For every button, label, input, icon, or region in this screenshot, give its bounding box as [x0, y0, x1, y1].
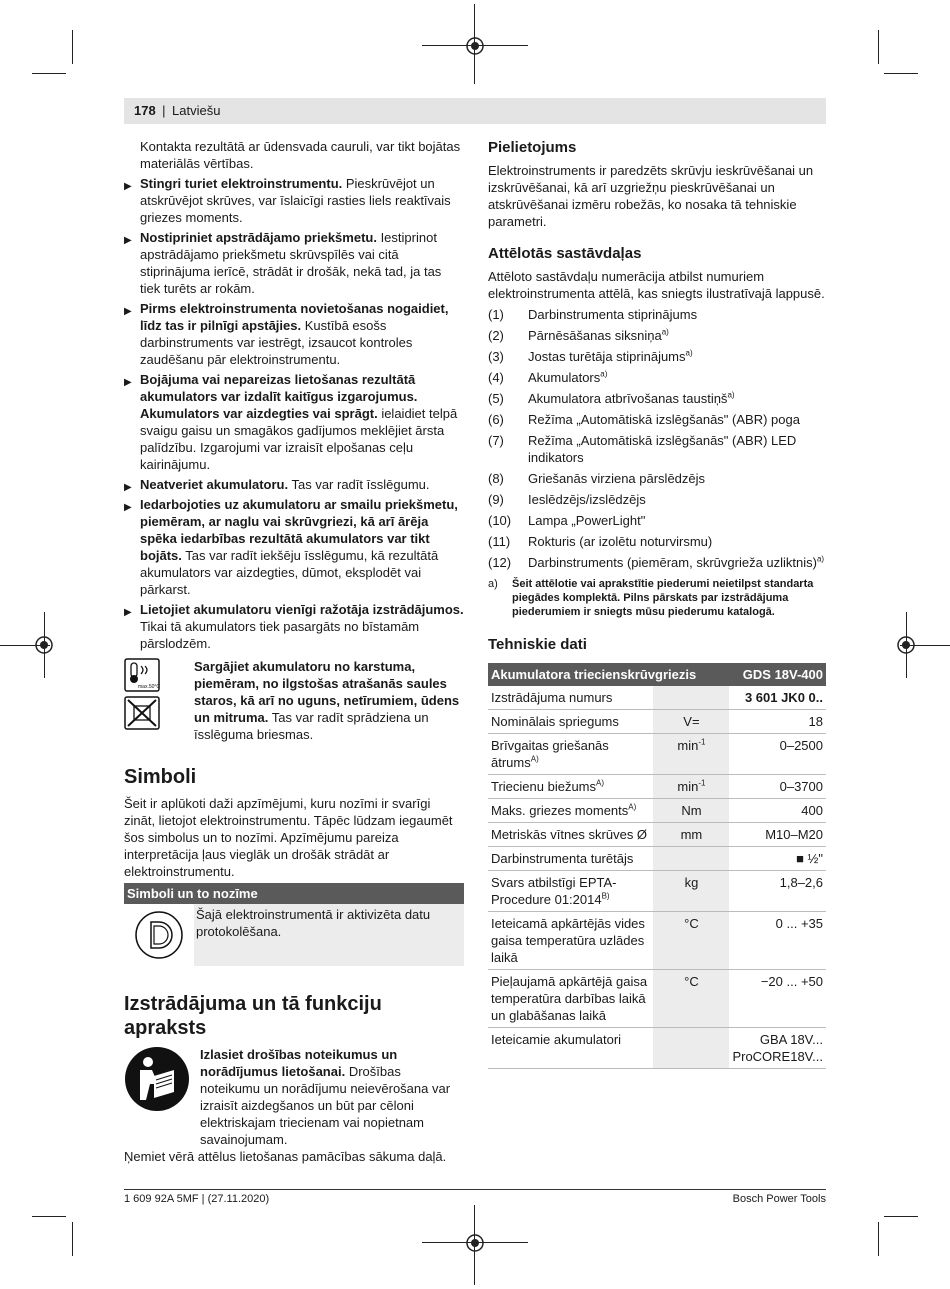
safety-bullet — [124, 175, 464, 226]
component-item — [488, 554, 826, 571]
bullet-text: ielaidiet telpā svaigu gaisu un smagākos gadījumos meklējiet ārsta palīdzību. Izgarojumi var izraisīt elpošanas ceļu kairinājumu. — [140, 406, 458, 472]
bullet-text: Tas var radīt īsslēgumu. — [288, 477, 430, 492]
header-language: Latviešu — [172, 103, 221, 118]
bullet-arrow-icon: ▶ — [124, 607, 132, 618]
heat-warning-plain: Tas var radīt sprādziena un īsslēguma briesmas. — [194, 710, 429, 742]
row-label: Izstrādājuma numurs — [488, 686, 653, 710]
row-unit: °C — [653, 970, 729, 1028]
component-footnote: a) — [816, 554, 825, 564]
row-value: 0–3700 — [729, 775, 826, 799]
row-unit — [653, 847, 729, 871]
crop-mark — [32, 1216, 66, 1217]
bullet-bold: Pirms elektroinstrumenta novietošanas nogaidiet, līdz tas ir pilnīgi apstājies. — [140, 301, 449, 333]
row-unit: °C — [653, 912, 729, 970]
row-label-footnote: A) — [628, 802, 637, 812]
crop-mark — [878, 1222, 879, 1256]
right-column — [488, 138, 826, 1069]
row-unit: min — [677, 738, 699, 753]
row-unit: min — [677, 779, 699, 794]
table-row — [488, 912, 826, 970]
row-value: 0–2500 — [729, 734, 826, 775]
read-instructions-text — [200, 1046, 464, 1148]
row-value: GBA 18V... ProCORE18V... — [729, 1028, 826, 1069]
row-value: 18 — [729, 710, 826, 734]
component-footnote: a) — [600, 369, 608, 379]
crop-mark — [72, 1222, 73, 1256]
component-item — [488, 306, 826, 323]
table-row — [488, 970, 826, 1028]
data-logging-text: Šajā elektroinstrumentā ir aktivizēta datu protokolēšana. — [196, 907, 431, 939]
row-label: Metriskās vītnes skrūves Ø — [488, 823, 653, 847]
table-row — [488, 686, 826, 710]
component-number: (8) — [488, 471, 504, 486]
crop-mark — [72, 30, 73, 64]
row-value: 400 — [729, 799, 826, 823]
table-row — [488, 847, 826, 871]
component-item — [488, 369, 826, 386]
component-item — [488, 491, 826, 508]
component-name: Režīma „Automātiskā izslēgšanās" (ABR) poga — [528, 412, 800, 427]
component-item — [488, 411, 826, 428]
max-temperature-label: max.50°C — [138, 684, 160, 690]
registration-mark-icon — [464, 35, 486, 57]
bullet-text: Tikai tā akumulators tiek pasargāts no bīstamām pārslodzēm. — [140, 619, 420, 651]
bullet-bold: Lietojiet akumulatoru vienīgi ražotāja izstrādājumos. — [140, 602, 464, 617]
illustration-note: Ņemiet vērā attēlus lietošanas pamācības sākuma daļā. — [124, 1149, 447, 1164]
bullet-text: Kustībā esošs darbinstruments var iestrēgt, izsaucot kontroles zaudēšanu pār elektroinstrumentu. — [140, 318, 413, 367]
component-number: (6) — [488, 412, 504, 427]
bullet-arrow-icon: ▶ — [124, 377, 132, 388]
component-number: (4) — [488, 370, 504, 385]
row-value: 0 ... +35 — [729, 912, 826, 970]
bullet-bold: Neatveriet akumulatoru. — [140, 477, 289, 492]
component-item — [488, 512, 826, 529]
row-label: Pieļaujamā apkārtējā gaisa temperatūra darbības laikā un glabāšanas laikā — [488, 970, 653, 1028]
safety-bullet — [124, 371, 464, 473]
component-footnote: a) — [685, 348, 693, 358]
heat-warning — [124, 658, 464, 743]
component-item — [488, 348, 826, 365]
heat-warning-text — [194, 658, 464, 743]
row-label: Ieteicamā apkārtējās vides gaisa temperatūra uzlādes laikā — [488, 912, 653, 970]
component-number: (7) — [488, 433, 504, 448]
row-label: Maks. griezes moments — [491, 803, 629, 818]
component-number: (9) — [488, 492, 504, 507]
section-title-description: Izstrādājuma un tā funkciju apraksts — [124, 993, 382, 1039]
row-unit: V= — [653, 710, 729, 734]
component-name: Griešanās virziena pārslēdzējs — [528, 471, 706, 486]
no-water-fire-icon — [124, 696, 160, 730]
bullet-bold: Stingri turiet elektroinstrumentu. — [140, 176, 343, 191]
registration-mark-icon — [464, 1232, 486, 1254]
component-name: Rokturis (ar izolētu noturvirsmu) — [528, 534, 713, 549]
simboli-text: Šeit ir aplūkoti daži apzīmējumi, kuru nozīmi ir svarīgi zināt, lietojot elektroinstrumentu. Tāpēc lūdzam iegaumēt šos simbolus un to nozīmi. Apzīmējumu pareiza interpretācija ļaus vieglāk un drošāk strādāt ar elektroinstrumentu. — [124, 796, 453, 879]
table-row — [488, 734, 826, 775]
row-label: Brīvgaitas griešanās ātrums — [491, 738, 609, 770]
use-text: Elektroinstruments ir paredzēts skrūvju ieskrūvēšanai un izskrūvēšanai, kā arī uzgriežņu pieskrūvēšanai un atskrūvēšanai izmēru robežās, ko nosaka tā tehniskie parametri. — [488, 163, 814, 229]
bullet-text: Pieskrūvējot un atskrūvējot skrūves, var īslaicīgi rasties liels reaktīvais griezes moments. — [140, 176, 451, 225]
data-logging-icon-cell — [124, 904, 194, 966]
section-title-simboli: Simboli — [124, 766, 197, 788]
read-manual-icon — [124, 1046, 190, 1112]
footnote-mark: a) — [488, 578, 498, 590]
table-row — [488, 799, 826, 823]
component-number: (2) — [488, 328, 504, 343]
row-value: M10–M20 — [729, 823, 826, 847]
table-row — [488, 1028, 826, 1069]
row-label-footnote: A) — [530, 754, 539, 764]
component-name: Akumulators — [528, 370, 601, 385]
row-unit: Nm — [653, 799, 729, 823]
safety-bullet — [124, 496, 464, 598]
bullet-bold: Bojājuma vai nepareizas lietošanas rezultātā akumulators var izdalīt kaitīgus izgarojumus. Akumulators var aizdegties vai sprāgt. — [140, 372, 418, 421]
read-instructions-bold: Izlasiet drošības noteikumus un norādījumus lietošanai. — [200, 1047, 398, 1079]
row-label: Svars atbilstīgi EPTA-Procedure 01:2014 — [491, 875, 617, 907]
footnote-text: Šeit attēlotie vai aprakstītie piederumi neietilpst standarta piegādes komplektā. Pilns pārskats par izstrādājuma piederumiem ir sniegts mūsu piederumu katalogā. — [512, 578, 814, 618]
footer-brand: Bosch Power Tools — [732, 1193, 826, 1205]
footnote — [488, 577, 826, 619]
component-number: (11) — [488, 534, 511, 549]
tech-data-table — [488, 663, 826, 1069]
component-item — [488, 533, 826, 550]
tech-table-model: GDS 18V-400 — [729, 663, 826, 686]
component-name: Jostas turētāja stiprinājums — [528, 349, 686, 364]
components-list — [488, 306, 826, 571]
max-temperature-icon — [124, 658, 160, 692]
row-value: −20 ... +50 — [729, 970, 826, 1028]
safety-bullet — [124, 229, 464, 297]
component-name: Lampa „PowerLight" — [528, 513, 646, 528]
component-item — [488, 432, 826, 466]
row-label: Nominālais spriegums — [488, 710, 653, 734]
crop-mark — [884, 73, 918, 74]
row-unit — [653, 1028, 729, 1069]
row-unit: kg — [653, 871, 729, 912]
heat-warning-icons — [124, 658, 194, 743]
component-item — [488, 390, 826, 407]
page-header — [124, 98, 826, 124]
bullet-text: Tas var radīt iekšēju īsslēgumu, kā rezultātā akumulators var aizdegties, dūmot, eksplodēt vai pārkarst. — [140, 548, 439, 597]
intro-text: Kontakta rezultātā ar ūdensvada cauruli, var tikt bojātas materiālās vērtības. — [140, 139, 461, 171]
crop-mark — [878, 30, 879, 64]
row-value: ■ ½" — [729, 847, 826, 871]
safety-bullet — [124, 300, 464, 368]
table-row — [488, 871, 826, 912]
bullet-arrow-icon: ▶ — [124, 502, 132, 513]
bullet-bold: Iedarbojoties uz akumulatoru ar smailu priekšmetu, piemēram, ar naglu vai skrūvgriezi, kā arī ārēja spēka iedarbības rezultātā akumulators var tikt bojāts. — [140, 497, 458, 563]
bullet-arrow-icon: ▶ — [124, 235, 132, 246]
component-number: (5) — [488, 391, 504, 406]
component-number: (3) — [488, 349, 504, 364]
component-number: (1) — [488, 307, 504, 322]
table-row — [488, 823, 826, 847]
data-logging-icon — [133, 909, 185, 961]
row-unit-exponent: -1 — [698, 737, 706, 747]
tech-table-product: Akumulatora triecienskrūvgriezis — [488, 663, 729, 686]
bullet-text: Iestiprinot apstrādājamo priekšmetu skrūvspīlēs vai citā stiprinājuma ierīcē, strādāt ir drošāk, nekā tad, ja tas tiek turēts ar rokām. — [140, 230, 442, 296]
symbols-table-row — [124, 904, 464, 966]
bullet-arrow-icon: ▶ — [124, 306, 132, 317]
row-unit-exponent: -1 — [698, 778, 706, 788]
read-manual-icon-cell — [124, 1046, 200, 1148]
tech-table-header — [488, 663, 826, 686]
page-number: 178 — [134, 103, 156, 118]
section-title-tech: Tehniskie dati — [488, 636, 587, 653]
safety-bullet — [124, 601, 464, 652]
component-number: (12) — [488, 555, 512, 570]
row-label: Ieteicamie akumulatori — [488, 1028, 653, 1069]
component-item — [488, 470, 826, 487]
component-footnote: a) — [661, 327, 669, 337]
registration-mark-icon — [895, 634, 917, 656]
bullet-arrow-icon: ▶ — [124, 181, 132, 192]
row-label-footnote: B) — [601, 891, 610, 901]
component-name: Pārnēsāšanas siksniņa — [528, 328, 662, 343]
parts-text: Attēloto sastāvdaļu numerācija atbilst numuriem elektroinstrumenta attēlā, kas sniegts ilustratīvajā lappusē. — [488, 269, 825, 301]
row-unit: mm — [653, 823, 729, 847]
registration-mark-icon — [33, 634, 55, 656]
header-separator: | — [162, 103, 166, 118]
section-title-use: Pielietojums — [488, 139, 577, 156]
read-instructions-plain: Drošības noteikumu un norādījumu neievērošana var izraisīt aizdegšanos un būt par cēloni elektriskajam triecienam vai nopietnam savainojumam. — [200, 1064, 451, 1147]
crop-mark — [32, 73, 66, 74]
component-name: Akumulatora atbrīvošanas taustiņš — [528, 391, 728, 406]
page-footer — [124, 1189, 826, 1205]
component-number: (10) — [488, 513, 512, 528]
section-title-parts: Attēlotās sastāvdaļas — [488, 245, 642, 262]
row-label: Darbinstrumenta turētājs — [488, 847, 653, 871]
footer-doc-number: 1 609 92A 5MF | (27.11.2020) — [124, 1193, 270, 1205]
component-name: Darbinstrumenta stiprinājums — [528, 307, 698, 322]
crop-mark — [884, 1216, 918, 1217]
row-label: Triecienu biežums — [491, 779, 597, 794]
component-name: Ieslēdzējs/izslēdzējs — [528, 492, 646, 507]
left-column — [124, 138, 464, 1165]
component-footnote: a) — [727, 390, 735, 400]
row-value: 3 601 JK0 0.. — [729, 686, 826, 710]
symbols-table-header: Simboli un to nozīme — [124, 883, 464, 904]
row-unit — [653, 686, 729, 710]
row-value: 1,8–2,6 — [729, 871, 826, 912]
component-name: Darbinstruments (piemēram, skrūvgrieža uzliktnis) — [528, 555, 817, 570]
bullet-bold: Nostipriniet apstrādājamo priekšmetu. — [140, 230, 377, 245]
read-instructions — [124, 1046, 464, 1148]
heat-warning-bold: Sargājiet akumulatoru no karstuma, piemēram, no ilgstošas atrašanās saules staros, kā arī no uguns, netīrumiem, ūdens un mitruma. — [194, 659, 460, 725]
table-row — [488, 710, 826, 734]
table-row — [488, 775, 826, 799]
bullet-arrow-icon: ▶ — [124, 482, 132, 493]
row-label-footnote: A) — [596, 778, 605, 788]
safety-bullet — [124, 476, 464, 493]
component-name: Režīma „Automātiskā izslēgšanās" (ABR) LED indikators — [528, 433, 797, 465]
component-item — [488, 327, 826, 344]
